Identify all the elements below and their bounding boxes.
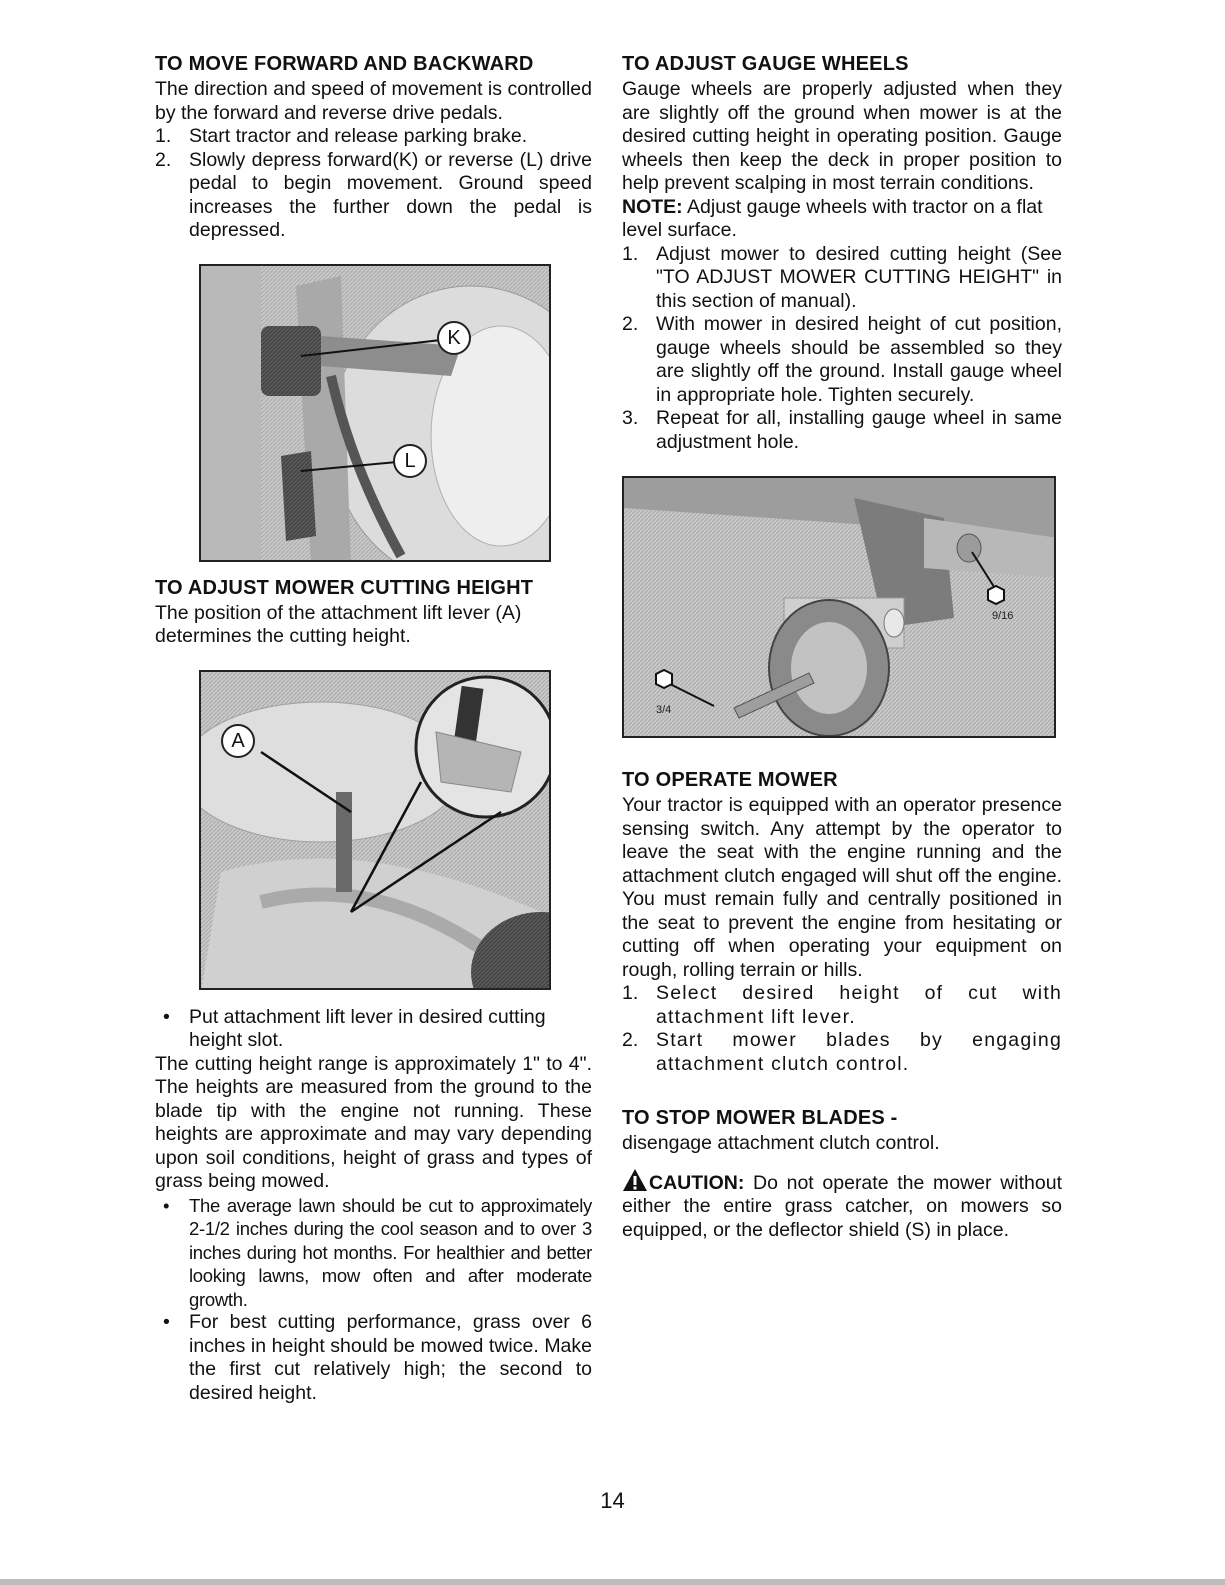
gauge-steps bbox=[622, 243, 1062, 455]
label-three-quarters: 3/4 bbox=[656, 704, 672, 716]
gauge-note bbox=[622, 196, 1062, 243]
heading-operate-mower: TO OPERATE MOWER bbox=[622, 769, 838, 791]
bullet-item: • The average lawn should be cut to approximately 2-1/2 inches during the cool season and to over 3 inches during hot months. For healthier and better looking lawns, mow often and after moderate growth. bbox=[163, 1194, 592, 1310]
step-text: Repeat for all, installing gauge wheel in same adjustment hole. bbox=[656, 407, 1062, 453]
bullet-text: The average lawn should be cut to approximately 2-1/2 inches during the cool season and to over 3 inches during hot months. For healthier and better looking lawns, mow often and after moderate growth. bbox=[189, 1194, 592, 1310]
cutting-height-bullet-list-2 bbox=[155, 1194, 592, 1406]
callout-k: K bbox=[437, 321, 471, 355]
gauge-wheel-leader-lines bbox=[624, 478, 1056, 738]
gauge-step-2 bbox=[622, 313, 1062, 407]
callout-l: L bbox=[393, 444, 427, 478]
step-text: With mower in desired height of cut position, gauge wheels should be assembled so they are slightly off the ground. Install gauge wheel in appropriate hole. Tighten securely. bbox=[656, 313, 1062, 406]
move-step-1 bbox=[155, 125, 592, 149]
step-number: 2. bbox=[622, 313, 639, 335]
scan-edge bbox=[0, 1579, 1225, 1585]
step-text: Select desired height of cut with attachment lift lever. bbox=[656, 982, 1062, 1028]
lift-lever-figure bbox=[199, 670, 551, 990]
move-intro: The direction and speed of movement is controlled by the forward and reverse drive pedals. bbox=[155, 78, 592, 124]
step-number: 1. bbox=[622, 242, 639, 265]
step-number: 1. bbox=[622, 982, 639, 1004]
operate-steps bbox=[622, 982, 1062, 1076]
gauge-step-1 bbox=[622, 243, 1062, 314]
cutting-height-paragraph: The cutting height range is approximately 1" to 4". The heights are measured from the ground to the blade tip with the engine not running. These heights are approximate and may vary depending upon soil conditions, height of grass and types of grass being mowed. bbox=[155, 1052, 592, 1192]
note-text: Adjust gauge wheels with tractor on a flat level surface. bbox=[622, 195, 1043, 241]
step-text: Slowly depress forward(K) or reverse (L) drive pedal to begin movement. Ground speed increases the further down the pedal is depressed. bbox=[189, 148, 592, 241]
bullet-item: • Put attachment lift lever in desired cutting height slot. bbox=[163, 1005, 546, 1051]
gauge-wheel-figure bbox=[622, 476, 1056, 738]
right-column bbox=[622, 52, 1062, 1242]
step-text: Start tractor and release parking brake. bbox=[189, 125, 528, 147]
stop-text: disengage attachment clutch control. bbox=[622, 1132, 940, 1154]
step-number: 3. bbox=[622, 407, 639, 429]
bullet-text: For best cutting performance, grass over 6 inches in height should be mowed twice. Make the first cut relatively high; the second to desired height. bbox=[189, 1311, 592, 1404]
cutting-height-intro: The position of the attachment lift lever (A) determines the cutting height. bbox=[155, 601, 522, 647]
caution-label: CAUTION: bbox=[649, 1171, 745, 1194]
warning-triangle-icon bbox=[622, 1168, 648, 1192]
bullet-item: • For best cutting performance, grass over 6 inches in height should be mowed twice. Make the first cut relatively high; the second to desired height. bbox=[163, 1311, 592, 1404]
lift-lever-leader-lines bbox=[201, 672, 551, 990]
step-text: Adjust mower to desired cutting height (See "TO ADJUST MOWER CUTTING HEIGHT" in this section of manual). bbox=[656, 242, 1062, 312]
operate-step-1 bbox=[622, 982, 1062, 1029]
cutting-height-bullet-list-1 bbox=[155, 1006, 592, 1053]
caution-text: Do not operate the mower without either the entire grass catcher, on mowers so equipped, or the deflector shield (S) in place. bbox=[622, 1171, 1062, 1241]
step-number: 2. bbox=[622, 1029, 639, 1051]
heading-adjust-cutting-height: TO ADJUST MOWER CUTTING HEIGHT bbox=[155, 576, 534, 599]
caution-paragraph bbox=[622, 1168, 1062, 1243]
move-step-2 bbox=[155, 149, 592, 243]
bullet-text: Put attachment lift lever in desired cutting height slot. bbox=[189, 1005, 546, 1051]
callout-leader-lines bbox=[201, 266, 551, 562]
step-number: 2. bbox=[155, 148, 172, 171]
left-column bbox=[155, 52, 592, 1405]
gauge-intro: Gauge wheels are properly adjusted when they are slightly off the ground when mower is at the desired cutting height in operating position. Gauge wheels then keep the deck in proper position to help prevent scalping in most terrain conditions. bbox=[622, 78, 1062, 194]
page-number: 14 bbox=[600, 1488, 625, 1513]
operate-step-2 bbox=[622, 1029, 1062, 1076]
note-label: NOTE: bbox=[622, 195, 683, 218]
drive-pedals-figure bbox=[199, 264, 551, 562]
label-nine-sixteenths: 9/16 bbox=[992, 610, 1014, 622]
move-steps bbox=[155, 125, 592, 243]
step-text: Start mower blades by engaging attachment clutch control. bbox=[656, 1029, 1062, 1075]
heading-stop-mower-blades: TO STOP MOWER BLADES - bbox=[622, 1107, 898, 1129]
callout-a: A bbox=[221, 724, 255, 758]
gauge-step-3 bbox=[622, 407, 1062, 454]
operate-intro: Your tractor is equipped with an operator presence sensing switch. Any attempt by the operator to leave the seat with the engine running and the attachment clutch engaged will shut off the engine. You must remain fully and centrally positioned in the seat to prevent the engine from hesitating or cutting off when operating your equipment on rough, rolling terrain or hills. bbox=[622, 794, 1062, 981]
step-number: 1. bbox=[155, 125, 172, 147]
heading-move-forward-backward: TO MOVE FORWARD AND BACKWARD bbox=[155, 53, 534, 75]
heading-adjust-gauge-wheels: TO ADJUST GAUGE WHEELS bbox=[622, 53, 909, 75]
